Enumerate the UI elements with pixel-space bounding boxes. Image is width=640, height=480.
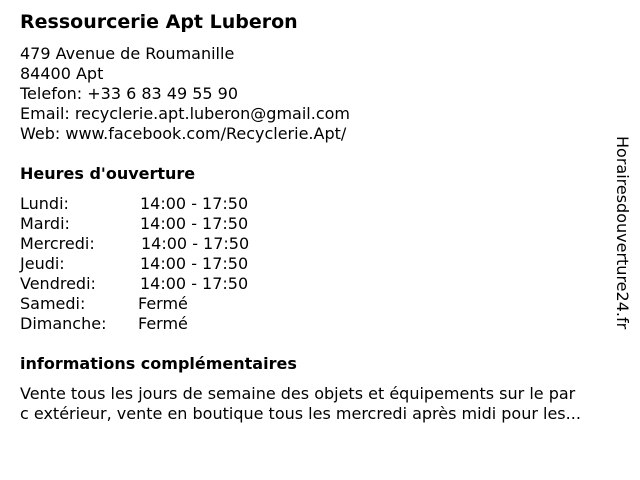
- hours-row-samedi: [20, 294, 320, 314]
- info-line: c extérieur, vente en boutique tous les mercredi après midi pour les...: [20, 404, 581, 423]
- hours-table: [20, 194, 320, 334]
- hours-row-lundi: [20, 194, 320, 214]
- day-label: Jeudi:: [20, 254, 65, 273]
- day-label: Mardi:: [20, 214, 70, 233]
- info-line: Vente tous les jours de semaine des objets et équipements sur le par: [20, 384, 576, 403]
- street-address: 479 Avenue de Roumanille: [20, 44, 235, 63]
- website: Web: www.facebook.com/Recyclerie.Apt/: [20, 124, 347, 143]
- city-postcode: 84400 Apt: [20, 64, 104, 83]
- day-label: Dimanche:: [20, 314, 107, 333]
- day-label: Vendredi:: [20, 274, 96, 293]
- info-heading: informations complémentaires: [20, 354, 297, 373]
- hours-row-mardi: [20, 214, 320, 234]
- time-range: 14:00 - 17:50: [140, 274, 249, 293]
- info-text: [20, 384, 628, 424]
- day-label: Samedi:: [20, 294, 86, 313]
- hours-heading: Heures d'ouverture: [20, 164, 196, 183]
- time-range: 14:00 - 17:50: [140, 194, 249, 213]
- email-address: Email: recyclerie.apt.luberon@gmail.com: [20, 104, 350, 123]
- day-label: Lundi:: [20, 194, 69, 213]
- phone-number: Telefon: +33 6 83 49 55 90: [20, 84, 239, 103]
- time-range: 14:00 - 17:50: [140, 214, 249, 233]
- time-range: Fermé: [138, 314, 188, 333]
- hours-row-mercredi: [20, 234, 320, 254]
- day-label: Mercredi:: [20, 234, 95, 253]
- hours-row-dimanche: [20, 314, 320, 334]
- time-range: Fermé: [138, 294, 188, 313]
- hours-row-jeudi: [20, 254, 320, 274]
- site-watermark: Horairesdouverture24.fr: [613, 136, 632, 330]
- time-range: 14:00 - 17:50: [141, 234, 250, 253]
- contact-block: [20, 44, 350, 144]
- time-range: 14:00 - 17:50: [140, 254, 249, 273]
- hours-row-vendredi: [20, 274, 320, 294]
- business-name: Ressourcerie Apt Luberon: [20, 11, 298, 33]
